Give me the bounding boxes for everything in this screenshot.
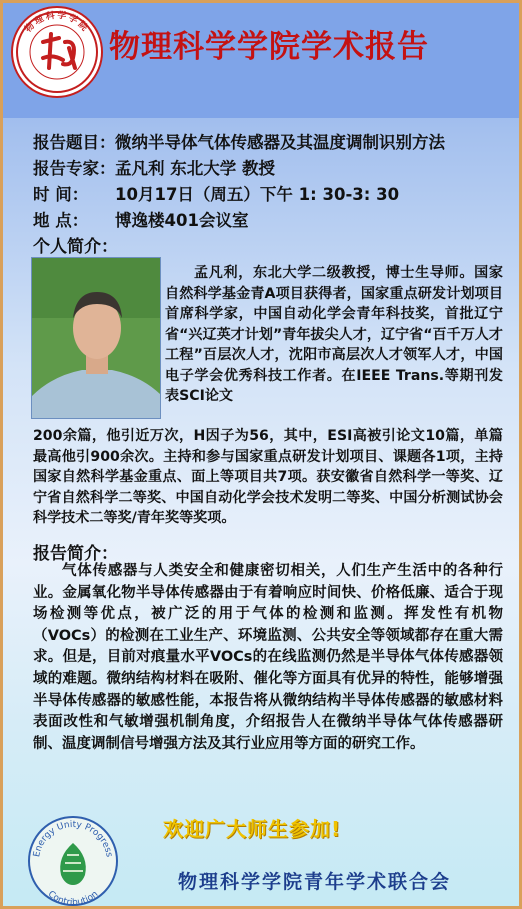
speaker-value: 孟凡利 东北大学 教授 (115, 159, 275, 178)
time-value: 10月17日（周五）下午 1: 30-3: 30 (115, 185, 400, 204)
place-row (33, 207, 248, 231)
league-emblem (25, 813, 121, 909)
logo-ring-text: 物理科学学院 (23, 10, 91, 35)
speaker-label: 报告专家： (33, 159, 116, 178)
topic-value: 微纳半导体气体传感器及其温度调制识别方法 (115, 133, 445, 152)
abstract-heading: 报告简介： (33, 544, 118, 564)
place-label: 地 点： (33, 211, 89, 230)
topic-row (33, 129, 445, 153)
bio-paragraph-continued: 200余篇，他引近万次，H因子为56，其中，ESI高被引论文10篇，单篇最高他引900余次。主持和参与国家重点研发计划项目、课题各1项，主持国家自然科学基金重点、面上等项目共7项。获安徽省自然科学一等奖、辽宁省自然科学二等奖、中国自动化学会技术发明二等奖、中国分析测试协会科学技术二等奖/青年奖等奖项。 (33, 428, 503, 526)
college-logo-graphic (13, 8, 101, 96)
time-label: 时 间： (33, 185, 89, 204)
abstract-paragraph: 气体传感器与人类安全和健康密切相关，人们生产生活中的各种行业。金属氧化物半导体传感器由于有着响应时间快、价格低廉、适合于现场检测等优点，被广泛的用于气体的检测和监测。挥发性有机物（VOCs）的检测在工业生产、环境监测、公共安全等领域都存在重大需求。但是，目前对痕量水平VOCs的在线监测仍然是半导体气体传感器领域的难题。微纳结构材料在吸附、催化等方面具有优异的特性，能够增强半导体传感器的敏感性能，本报告将从微纳结构半导体传感器的敏感材料表面改性和气敏增强机制角度，介绍报告人在微纳半导体气体传感器研制、温度调制信号增强方法及其行业应用等方面的研究工作。 (33, 563, 503, 752)
bio-heading: 个人简介： (33, 237, 118, 257)
league-emblem-graphic (25, 813, 121, 909)
speaker-photo (31, 257, 161, 419)
speaker-row (33, 155, 275, 179)
page-title: 物理科学学院学术报告 (109, 29, 429, 65)
emblem-word-progress: Progress (82, 822, 114, 858)
welcome-message: 欢迎广大师生参加! (163, 817, 342, 841)
college-logo (11, 6, 103, 98)
time-row (33, 181, 399, 205)
header-band (3, 3, 519, 118)
organizer-name: 物理科学学院青年学术联合会 (178, 871, 452, 893)
emblem-word-energy: Energy (32, 825, 58, 858)
speaker-portrait-image (32, 258, 161, 419)
emblem-word-contribution: Contribution (45, 889, 101, 909)
emblem-word-unity: Unity (55, 819, 83, 834)
place-value: 博逸楼401会议室 (115, 211, 249, 230)
topic-label: 报告题目： (33, 133, 116, 152)
bio-paragraph-beside-photo: 孟凡利，东北大学二级教授，博士生导师。国家自然科学基金青A项目获得者，国家重点研发计划项目首席科学家，中国自动化学会青年科技奖，首批辽宁省“兴辽英才计划”青年拔尖人才，辽宁省“百千万人才工程”百层次人才，沈阳市高层次人才领军人才，中国电子学会优秀科技工作者。在IEEE Trans.等期刊发表SCI论文 (165, 265, 503, 404)
